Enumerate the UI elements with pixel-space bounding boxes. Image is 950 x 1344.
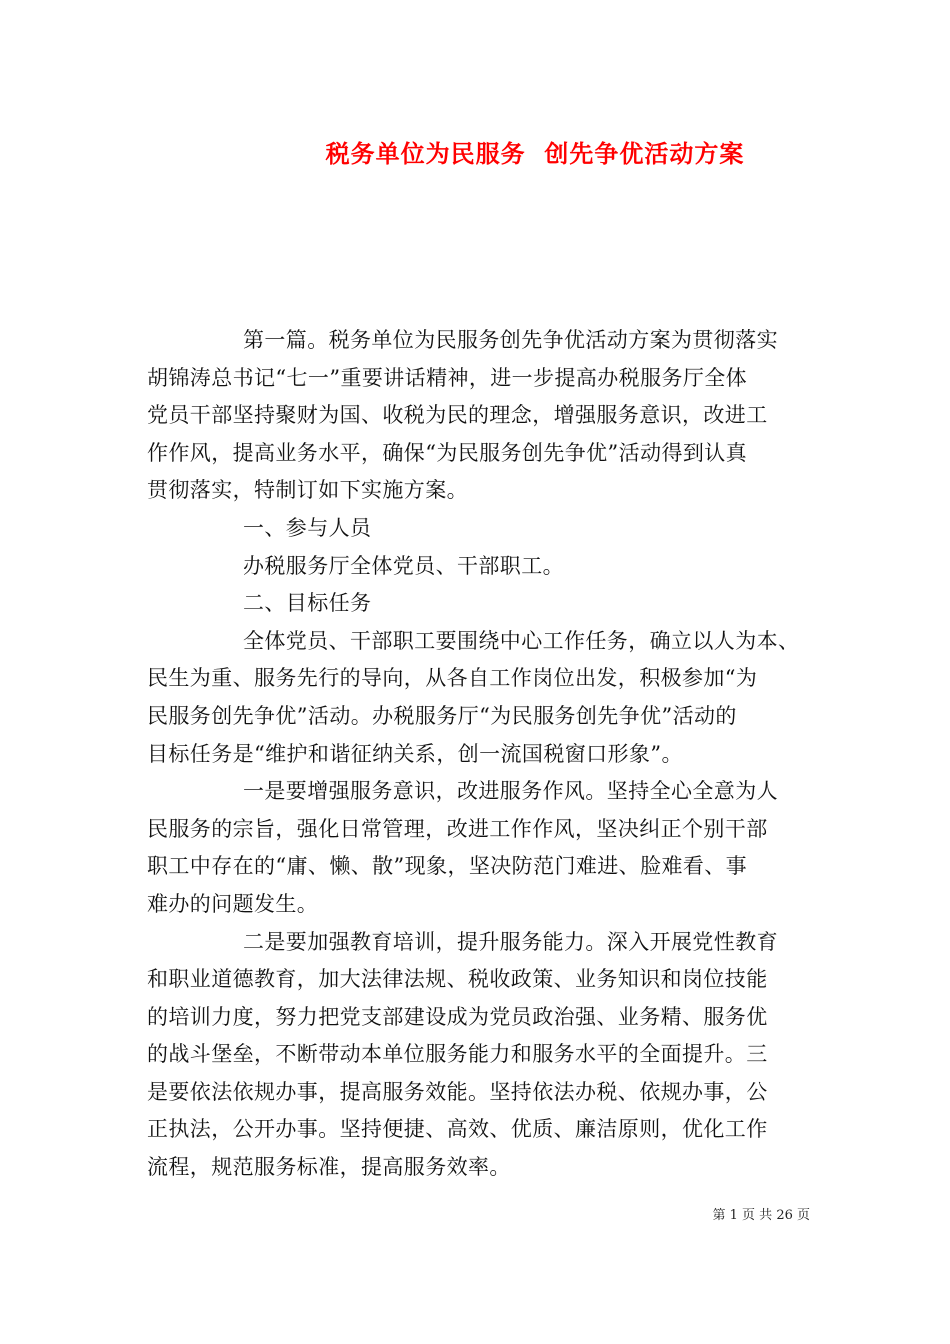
paragraph-line: 正执法，公开办事。坚持便捷、高效、优质、廉洁原则，优化工作 <box>147 1117 768 1142</box>
paragraph-line: 党员干部坚持聚财为国、收税为民的理念，增强服务意识，改进工 <box>147 403 768 428</box>
paragraph-line: 民服务的宗旨，强化日常管理，改进工作作风，坚决纠正个别干部 <box>147 816 768 841</box>
document-title: 税务单位为民服务 创先争优活动方案 <box>325 139 745 168</box>
paragraph-line: 贯彻落实，特制订如下实施方案。 <box>147 478 468 503</box>
paragraph-line: 一是要增强服务意识，改进服务作风。坚持全心全意为人 <box>243 779 778 804</box>
paragraph-line: 流程，规范服务标准，提高服务效率。 <box>147 1155 511 1180</box>
paragraph-line: 的战斗堡垒，不断带动本单位服务能力和服务水平的全面提升。三 <box>147 1042 768 1067</box>
paragraph-line: 第一篇。税务单位为民服务创先争优活动方案为贯彻落实 <box>243 328 778 352</box>
document-body <box>147 322 812 1187</box>
paragraph-line: 是要依法依规办事，提高服务效能。坚持依法办税、依规办事，公 <box>147 1079 768 1104</box>
paragraph-line: 职工中存在的“庸、懒、散”现象，坚决防范门难进、脸难看、事 <box>147 854 748 879</box>
page-number: 第 1 页 共 26 页 <box>712 1208 810 1223</box>
paragraph-line: 作作风，提高业务水平，确保“为民服务创先争优”活动得到认真 <box>147 440 748 465</box>
section-heading: 一、参与人员 <box>243 515 372 540</box>
paragraph-line: 难办的问题发生。 <box>147 891 319 916</box>
paragraph-line: 全体党员、干部职工要围绕中心工作任务，确立以人为本、 <box>243 628 800 653</box>
section-heading: 二、目标任务 <box>243 591 372 616</box>
paragraph-line: 胡锦涛总书记“七一”重要讲话精神，进一步提高办税服务厅全体 <box>147 365 748 390</box>
paragraph-line: 民服务创先争优”活动。办税服务厅“为民服务创先争优”活动的 <box>147 703 737 728</box>
paragraph-line: 民生为重、服务先行的导向，从各自工作岗位出发，积极参加“为 <box>147 666 758 691</box>
paragraph-line: 二是要加强教育培训，提升服务能力。深入开展党性教育 <box>243 929 778 954</box>
paragraph-line: 的培训力度，努力把党支部建设成为党员政治强、业务精、服务优 <box>147 1004 768 1029</box>
paragraph-line: 和职业道德教育，加大法律法规、税收政策、业务知识和岗位技能 <box>147 967 768 992</box>
paragraph-line: 办税服务厅全体党员、干部职工。 <box>243 553 564 578</box>
paragraph-line: 目标任务是“维护和谐征纳关系，创一流国税窗口形象”。 <box>147 741 683 766</box>
